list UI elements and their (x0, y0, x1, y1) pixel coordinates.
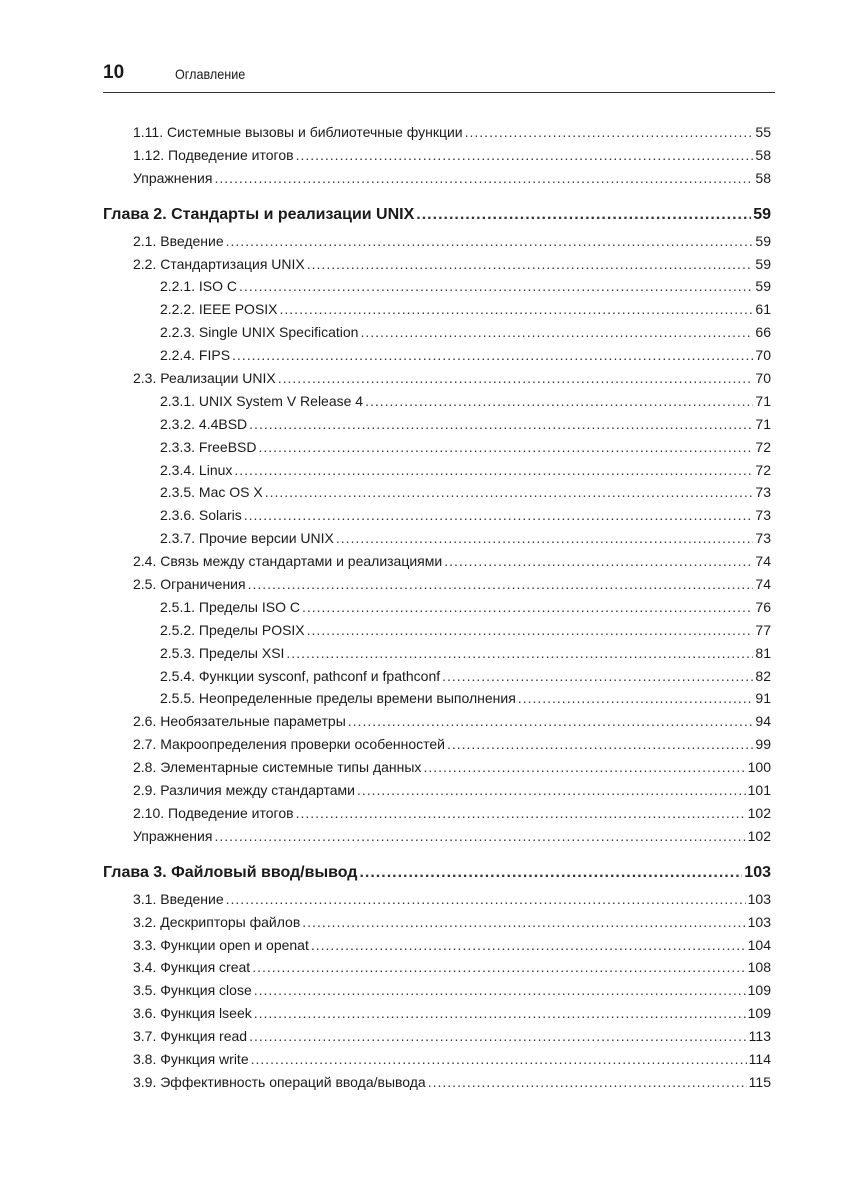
entry-title: 2.3.1. UNIX System V Release 4 (160, 392, 364, 409)
dot-leader (360, 324, 753, 340)
entry-page: 58 (755, 169, 771, 186)
entry-title: 1.11. Системные вызовы и библиотечные функции (133, 124, 463, 140)
entry-title: 2.7. Макроопределения проверки особенностей (133, 736, 445, 753)
entry-page: 74 (755, 553, 771, 570)
dot-leader (465, 124, 754, 140)
entry-page: 109 (747, 1005, 771, 1022)
dot-leader (348, 713, 754, 729)
entry-page: 115 (748, 1073, 771, 1090)
toc-entry (103, 170, 771, 193)
running-title: Оглавление (175, 66, 246, 82)
dot-leader (302, 599, 753, 615)
entry-title: 2.10. Подведение итогов (133, 804, 294, 821)
dot-leader (259, 439, 754, 455)
toc-entry (103, 393, 771, 416)
toc-entry (103, 324, 771, 347)
dot-leader (239, 278, 753, 294)
dot-leader (307, 622, 754, 638)
entry-title: Глава 3. Файловый ввод/вывод (103, 863, 358, 881)
entry-page: 71 (755, 392, 771, 409)
table-of-contents (103, 124, 771, 1097)
dot-leader (286, 645, 753, 661)
dot-leader (214, 170, 753, 186)
entry-page: 103 (747, 890, 771, 907)
dot-leader (278, 370, 754, 386)
toc-entry (103, 937, 771, 960)
toc-entry (103, 347, 771, 370)
entry-title: 2.3.2. 4.4BSD (160, 415, 248, 432)
entry-page: 59 (755, 232, 771, 249)
dot-leader (365, 393, 753, 409)
entry-title: 2.8. Элементарные системные типы данных (133, 759, 422, 776)
toc-entry (103, 507, 771, 530)
entry-page: 91 (755, 690, 771, 707)
running-header (103, 62, 775, 93)
entry-title: 2.5.1. Пределы ISO C (160, 598, 300, 615)
dot-leader (423, 759, 745, 775)
dot-leader (307, 256, 754, 272)
toc-entry (103, 599, 771, 622)
toc-entry (103, 782, 771, 805)
toc-entry (103, 124, 771, 147)
dot-leader (244, 507, 754, 523)
entry-page: 76 (755, 598, 771, 615)
toc-entry (103, 805, 771, 828)
dot-leader (444, 553, 753, 569)
entry-page: 102 (747, 804, 771, 821)
entry-title: 2.5.2. Пределы POSIX (160, 621, 305, 638)
entry-title: 3.2. Дескрипторы файлов (133, 913, 301, 930)
entry-page: 59 (755, 255, 771, 272)
entry-title: 3.6. Функция lseek (133, 1005, 252, 1022)
entry-page: 73 (755, 484, 771, 501)
entry-title: Упражнения (133, 827, 213, 844)
entry-page: 102 (747, 827, 771, 844)
entry-title: Упражнения (133, 169, 213, 186)
dot-leader (359, 864, 742, 882)
entry-page: 99 (755, 736, 771, 753)
entry-page: 58 (755, 146, 771, 163)
entry-page: 94 (755, 713, 771, 730)
toc-entry (103, 690, 771, 713)
toc-entry (103, 645, 771, 668)
entry-page: 59 (755, 278, 771, 295)
entry-page: 61 (755, 301, 771, 318)
entry-title: 2.1. Введение (133, 232, 224, 249)
entry-page: 59 (753, 205, 771, 223)
toc-entry (103, 462, 771, 485)
dot-leader (226, 233, 754, 249)
entry-title: 2.2.3. Single UNIX Specification (160, 324, 359, 341)
toc-entry (103, 891, 771, 914)
entry-page: 82 (755, 667, 771, 684)
toc-entry (103, 668, 771, 691)
entry-page: 103 (744, 863, 771, 881)
dot-leader (214, 828, 745, 844)
dot-leader (416, 206, 751, 224)
dot-leader (251, 1051, 747, 1067)
entry-page: 55 (755, 124, 771, 140)
toc-entry (103, 416, 771, 439)
dot-leader (336, 530, 754, 546)
entry-title: 2.3.4. Linux (160, 461, 233, 478)
entry-page: 77 (755, 621, 771, 638)
dot-leader (252, 959, 745, 975)
entry-title: 3.4. Функция creat (133, 959, 251, 976)
toc-entry (103, 233, 771, 256)
toc-entry (103, 713, 771, 736)
entry-title: 2.2.4. FIPS (160, 347, 231, 364)
toc-entry (103, 439, 771, 462)
entry-title: 2.3. Реализации UNIX (133, 370, 276, 387)
entry-title: 2.5.4. Функции sysconf, pathconf и fpathconf (160, 667, 441, 684)
dot-leader (226, 891, 746, 907)
dot-leader (311, 937, 746, 953)
toc-entry (103, 484, 771, 507)
entry-page: 70 (755, 347, 771, 364)
entry-title: 2.5.3. Пределы XSI (160, 644, 285, 661)
toc-entry (103, 370, 771, 393)
entry-title: 3.3. Функции open и openat (133, 936, 309, 953)
entry-title: 3.8. Функция write (133, 1050, 249, 1067)
entry-title: 2.3.5. Mac OS X (160, 484, 263, 501)
dot-leader (296, 805, 746, 821)
entry-page: 109 (747, 982, 771, 999)
entry-title: 2.3.7. Прочие версии UNIX (160, 530, 334, 547)
entry-page: 71 (755, 415, 771, 432)
dot-leader (518, 690, 754, 706)
toc-entry (103, 147, 771, 170)
entry-title: 3.7. Функция read (133, 1028, 248, 1045)
entry-page: 100 (747, 759, 771, 776)
entry-page: 70 (755, 370, 771, 387)
toc-chapter-entry (103, 206, 771, 232)
entry-title: 3.5. Функция close (133, 982, 252, 999)
toc-entry (103, 1074, 771, 1097)
toc-entry (103, 736, 771, 759)
entry-title: 2.4. Связь между стандартами и реализациями (133, 553, 443, 570)
dot-leader (248, 576, 754, 592)
dot-leader (249, 416, 753, 432)
dot-leader (234, 462, 753, 478)
entry-title: Глава 2. Стандарты и реализации UNIX (103, 205, 415, 223)
entry-page: 103 (747, 913, 771, 930)
entry-page: 108 (747, 959, 771, 976)
entry-page: 74 (755, 576, 771, 593)
entry-title: 2.2.1. ISO C (160, 278, 238, 295)
toc-chapter-entry (103, 864, 771, 890)
entry-title: 2.5.5. Неопределенные пределы времени выполнения (160, 690, 516, 707)
toc-entry (103, 914, 771, 937)
entry-page: 72 (755, 438, 771, 455)
entry-title: 2.5. Ограничения (133, 576, 246, 593)
entry-title: 2.3.6. Solaris (160, 507, 242, 524)
toc-entry (103, 959, 771, 982)
dot-leader (296, 147, 754, 163)
entry-title: 2.2.2. IEEE POSIX (160, 301, 278, 318)
dot-leader (357, 782, 746, 798)
entry-title: 2.6. Необязательные параметры (133, 713, 346, 730)
entry-title: 3.1. Введение (133, 890, 224, 907)
entry-title: 3.9. Эффективность операций ввода/вывода (133, 1073, 426, 1090)
dot-leader (442, 668, 753, 684)
entry-page: 81 (755, 644, 771, 661)
entry-title: 2.2. Стандартизация UNIX (133, 255, 305, 272)
entry-title: 2.9. Различия между стандартами (133, 782, 355, 799)
toc-entry (103, 553, 771, 576)
dot-leader (280, 301, 754, 317)
dot-leader (254, 1005, 746, 1021)
dot-leader (232, 347, 753, 363)
entry-page: 73 (755, 530, 771, 547)
toc-entry (103, 256, 771, 279)
entry-page: 114 (748, 1050, 771, 1067)
dot-leader (447, 736, 753, 752)
toc-entry (103, 576, 771, 599)
dot-leader (249, 1028, 747, 1044)
toc-entry (103, 759, 771, 782)
toc-entry (103, 622, 771, 645)
entry-page: 66 (755, 324, 771, 341)
entry-title: 1.12. Подведение итогов (133, 146, 294, 163)
toc-entry (103, 1028, 771, 1051)
dot-leader (428, 1074, 747, 1090)
toc-entry (103, 1005, 771, 1028)
toc-entry (103, 301, 771, 324)
page-number: 10 (103, 62, 125, 83)
entry-page: 73 (755, 507, 771, 524)
entry-title: 2.3.3. FreeBSD (160, 438, 257, 455)
dot-leader (265, 484, 754, 500)
dot-leader (302, 914, 745, 930)
entry-page: 113 (748, 1028, 771, 1045)
toc-entry (103, 278, 771, 301)
toc-entry (103, 828, 771, 851)
toc-entry (103, 1051, 771, 1074)
dot-leader (254, 982, 746, 998)
entry-page: 101 (747, 782, 771, 799)
toc-entry (103, 530, 771, 553)
toc-entry (103, 982, 771, 1005)
entry-page: 72 (755, 461, 771, 478)
entry-page: 104 (747, 936, 771, 953)
